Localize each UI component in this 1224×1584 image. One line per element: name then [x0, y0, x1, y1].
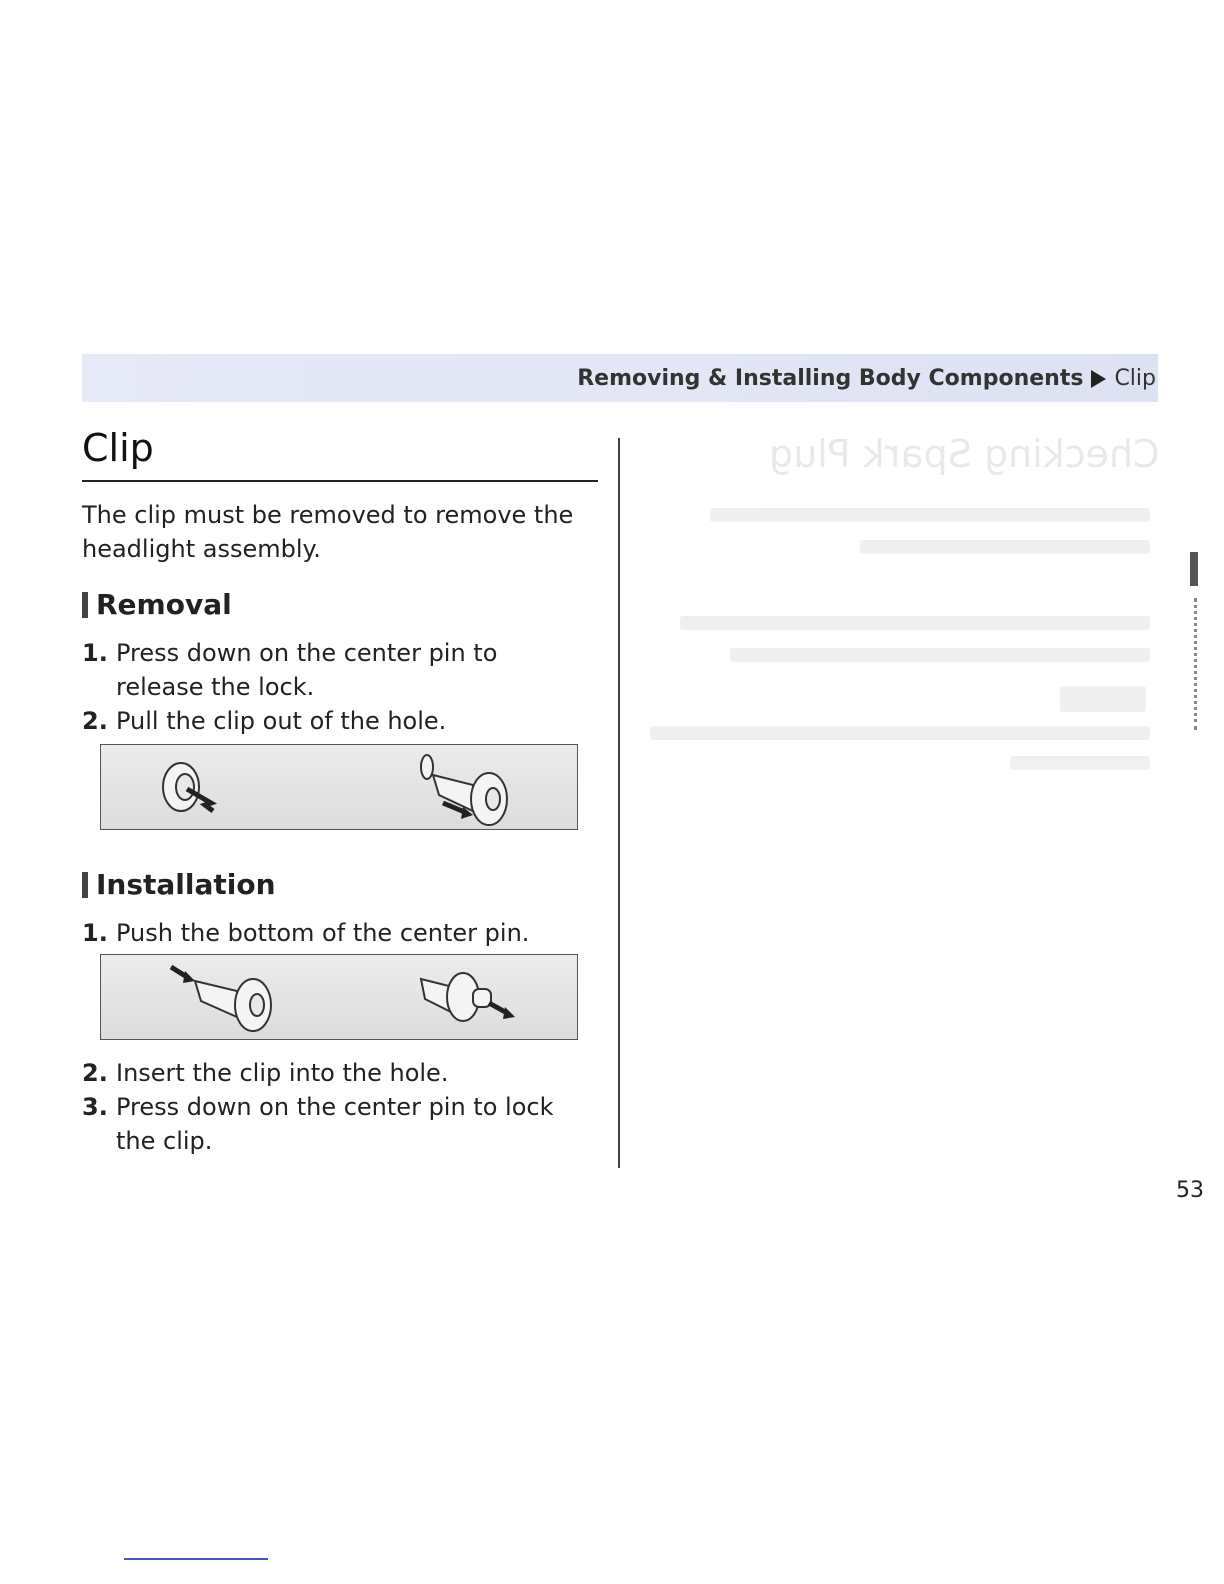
installation-heading: [82, 868, 276, 901]
push-arrowhead-icon: [183, 971, 195, 983]
ghost-line: [860, 540, 1150, 554]
step-number: 3.: [82, 1093, 108, 1121]
step-number: 1.: [82, 639, 108, 667]
ghost-line: [680, 616, 1150, 630]
list-item: [82, 704, 592, 738]
ghost-line: [730, 648, 1150, 662]
ghost-line: [1010, 756, 1150, 770]
installation-steps-2: [82, 1056, 592, 1158]
insert-arrowhead-icon: [503, 1007, 515, 1019]
breadcrumb-arrow-icon: [1091, 370, 1106, 388]
removal-steps: [82, 636, 592, 738]
breadcrumb: [577, 366, 1156, 391]
heading-bar-icon: [82, 872, 88, 898]
removal-heading-label: Removal: [96, 588, 232, 621]
footer-underline: [124, 1558, 268, 1560]
step-text: Insert the clip into the hole.: [116, 1059, 449, 1087]
ghost-title: Checking Spark Plug: [769, 432, 1160, 476]
ghost-line: [1060, 686, 1146, 712]
removal-illustration: [100, 744, 578, 830]
bleed-through-page: [640, 420, 1160, 1180]
removal-heading: [82, 588, 232, 621]
step-number: 2.: [82, 707, 108, 735]
list-item: [82, 1090, 592, 1158]
step-text: Push the bottom of the center pin.: [116, 919, 530, 947]
installation-heading-label: Installation: [96, 868, 276, 901]
removal-clip-drawing: [101, 745, 577, 829]
chapter-index-dots: [1194, 598, 1200, 730]
clip-in-hole-icon: [163, 763, 199, 811]
breadcrumb-section: Removing & Installing Body Components: [577, 366, 1084, 391]
list-item: [82, 636, 592, 704]
ghost-line: [710, 508, 1150, 522]
breadcrumb-current: Clip: [1114, 366, 1156, 391]
page-number: 53: [1176, 1178, 1204, 1203]
intro-text: The clip must be removed to remove the headlight assembly.: [82, 501, 574, 563]
step-text: Press down on the center pin to release the lock.: [116, 639, 498, 701]
list-item: [82, 916, 592, 950]
step-number: 1.: [82, 919, 108, 947]
step-text: Press down on the center pin to lock the clip.: [116, 1093, 554, 1155]
installation-illustration: [100, 954, 578, 1040]
heading-bar-icon: [82, 592, 88, 618]
clip-pin-pushed-icon: [421, 973, 491, 1021]
list-item: [82, 1056, 592, 1090]
column-divider: [618, 438, 620, 1168]
clip-pin-out-icon: [195, 979, 271, 1031]
installation-clip-drawing: [101, 955, 577, 1039]
step-text: Pull the clip out of the hole.: [116, 707, 447, 735]
installation-steps-1: [82, 916, 592, 950]
title-divider: [82, 480, 598, 482]
chapter-tab-marker: [1190, 552, 1198, 586]
ghost-line: [650, 726, 1150, 740]
step-number: 2.: [82, 1059, 108, 1087]
page-title: Clip: [82, 426, 154, 470]
